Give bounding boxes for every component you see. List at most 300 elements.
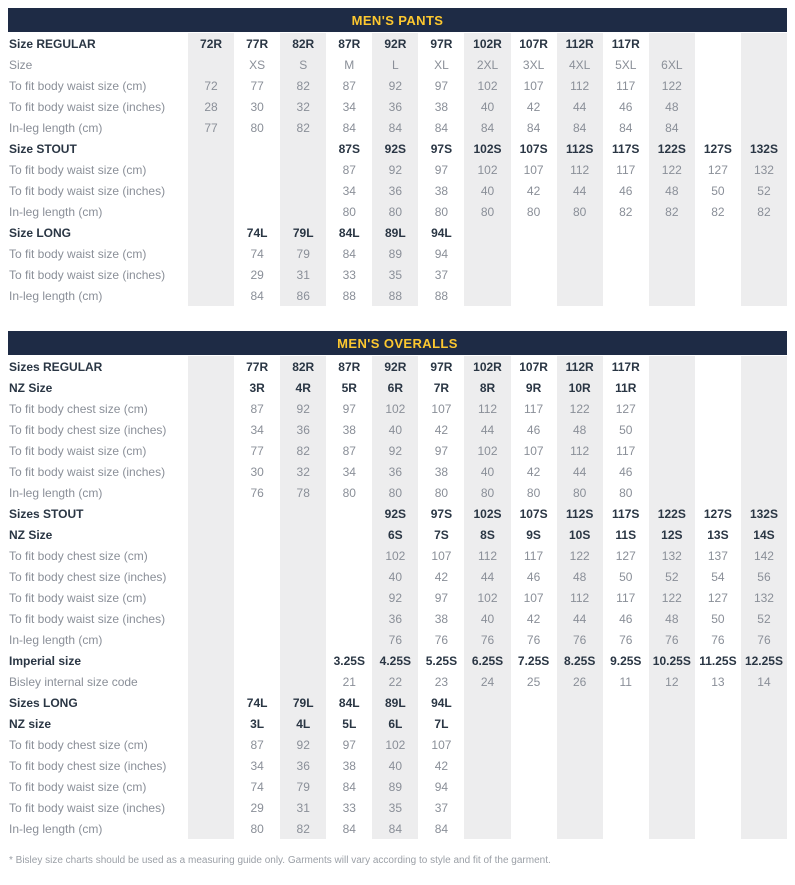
table-cell: 87 bbox=[342, 78, 356, 93]
table-cell bbox=[188, 671, 234, 692]
row-label: Imperial size bbox=[9, 653, 82, 668]
table-cell bbox=[649, 398, 695, 419]
table-cell bbox=[280, 566, 326, 587]
table-cell bbox=[188, 398, 234, 419]
table-cell: 42 bbox=[434, 758, 449, 773]
table-cell: S bbox=[280, 54, 326, 75]
table-cell: 3R bbox=[249, 380, 265, 395]
table-cell: 42 bbox=[526, 99, 541, 114]
row-label: In-leg length (cm) bbox=[9, 821, 103, 836]
table-cell: 84 bbox=[434, 120, 449, 135]
table-cell bbox=[649, 776, 695, 797]
table-cell bbox=[188, 419, 234, 440]
table-cell bbox=[603, 692, 649, 713]
table-cell: 37 bbox=[434, 267, 449, 282]
table-cell: 50 bbox=[619, 569, 633, 584]
table-cell: 127 bbox=[615, 548, 636, 563]
table-cell: 31 bbox=[280, 797, 326, 818]
table-cell: 29 bbox=[250, 800, 264, 815]
table-cell: 48 bbox=[557, 566, 603, 587]
table-cell: 50 bbox=[711, 183, 725, 198]
table-cell: 84 bbox=[434, 821, 449, 836]
table-cell: 80 bbox=[619, 485, 633, 500]
table-cell bbox=[280, 201, 326, 222]
table-cell: 4XL bbox=[557, 54, 603, 75]
table-cell: 84 bbox=[342, 779, 356, 794]
table-cell: 122 bbox=[649, 159, 695, 180]
table-cell: 112 bbox=[557, 587, 603, 608]
table-row bbox=[8, 482, 787, 503]
table-cell: 89L bbox=[372, 222, 418, 243]
table-cell bbox=[741, 755, 787, 776]
table-cell: 36 bbox=[372, 180, 418, 201]
table-cell: 3XL bbox=[522, 57, 545, 72]
table-cell bbox=[695, 96, 741, 117]
row-label: To fit body waist size (inches) bbox=[9, 99, 166, 114]
table-cell: 44 bbox=[557, 180, 603, 201]
table-cell bbox=[188, 440, 234, 461]
table-row bbox=[8, 524, 787, 545]
table-cell bbox=[188, 201, 234, 222]
table-cell: 82 bbox=[280, 818, 326, 839]
table-cell: 38 bbox=[434, 464, 449, 479]
row-label: To fit body waist size (inches) bbox=[9, 464, 166, 479]
table-cell: 44 bbox=[557, 96, 603, 117]
table-cell: 5L bbox=[342, 716, 357, 731]
row-label: To fit body chest size (cm) bbox=[9, 401, 148, 416]
table-cell: 82 bbox=[280, 75, 326, 96]
table-cell bbox=[464, 797, 510, 818]
table-cell bbox=[695, 33, 741, 54]
table-cell: 12 bbox=[649, 671, 695, 692]
table-cell bbox=[280, 159, 326, 180]
table-cell: 80 bbox=[372, 201, 418, 222]
table-cell: 76 bbox=[649, 629, 695, 650]
table-cell bbox=[695, 264, 741, 285]
table-cell: 84 bbox=[250, 288, 264, 303]
table-cell bbox=[188, 566, 234, 587]
table-cell bbox=[695, 356, 741, 377]
table-cell: 92R bbox=[372, 356, 418, 377]
table-cell: 32 bbox=[280, 461, 326, 482]
table-cell: 34 bbox=[250, 758, 264, 773]
table-cell bbox=[280, 180, 326, 201]
table-cell: 77 bbox=[250, 443, 264, 458]
table-cell: 46 bbox=[526, 569, 541, 584]
table-cell: 9R bbox=[525, 380, 542, 395]
table-cell: 84 bbox=[372, 117, 418, 138]
table-cell: 97 bbox=[342, 401, 356, 416]
table-cell: 84 bbox=[342, 821, 356, 836]
row-label: To fit body waist size (cm) bbox=[9, 246, 147, 261]
row-label: Sizes LONG bbox=[9, 695, 78, 710]
table-cell bbox=[511, 713, 557, 734]
table-cell: 7R bbox=[433, 380, 450, 395]
table-cell: 35 bbox=[372, 797, 418, 818]
table-cell bbox=[511, 243, 557, 264]
table-cell: 76 bbox=[526, 632, 541, 647]
table-cell: 102 bbox=[372, 734, 418, 755]
table-cell: 127S bbox=[703, 141, 732, 156]
table-row bbox=[8, 201, 787, 222]
table-cell: 88 bbox=[372, 285, 418, 306]
table-cell: 7S bbox=[434, 527, 449, 542]
table-cell bbox=[464, 713, 510, 734]
table-cell: 38 bbox=[342, 758, 356, 773]
table-cell: 92 bbox=[372, 440, 418, 461]
table-cell: 79 bbox=[280, 243, 326, 264]
table-row bbox=[8, 608, 787, 629]
table-cell bbox=[511, 285, 557, 306]
table-cell: 87R bbox=[338, 36, 361, 51]
table-cell: 52 bbox=[741, 180, 787, 201]
table-cell: L bbox=[372, 54, 418, 75]
table-cell: 107 bbox=[523, 78, 544, 93]
table-cell: 76 bbox=[250, 485, 264, 500]
table-cell bbox=[188, 692, 234, 713]
table-cell: 107 bbox=[523, 443, 544, 458]
table-cell: 76 bbox=[711, 632, 725, 647]
table-cell: 11S bbox=[615, 527, 637, 542]
table-row bbox=[8, 419, 787, 440]
table-cell bbox=[188, 629, 234, 650]
table-cell: 48 bbox=[649, 608, 695, 629]
table-cell: 6L bbox=[372, 713, 418, 734]
table-cell bbox=[603, 776, 649, 797]
table-cell bbox=[511, 818, 557, 839]
table-cell: 4.25S bbox=[372, 650, 418, 671]
table-row bbox=[8, 776, 787, 797]
table-cell: 46 bbox=[619, 99, 633, 114]
table-cell: 112 bbox=[557, 440, 603, 461]
table-cell: 38 bbox=[434, 611, 449, 626]
table-cell: 74 bbox=[250, 779, 264, 794]
table-row bbox=[8, 503, 787, 524]
table-cell: 117 bbox=[616, 590, 636, 605]
table-cell bbox=[188, 222, 234, 243]
table-cell: 42 bbox=[526, 464, 541, 479]
table-cell: 107S bbox=[519, 506, 548, 521]
table-cell bbox=[188, 482, 234, 503]
row-label: Size STOUT bbox=[9, 141, 77, 156]
table-cell bbox=[649, 377, 695, 398]
table-cell: 78 bbox=[280, 482, 326, 503]
table-cell bbox=[741, 75, 787, 96]
table-cell bbox=[326, 629, 372, 650]
table-cell: 84L bbox=[338, 225, 360, 240]
row-label: In-leg length (cm) bbox=[9, 288, 103, 303]
table-cell: 87S bbox=[338, 141, 360, 156]
table-cell bbox=[511, 222, 557, 243]
table-cell bbox=[188, 650, 234, 671]
row-label: Sizes STOUT bbox=[9, 506, 84, 521]
table-cell: 97 bbox=[434, 443, 449, 458]
table-cell bbox=[280, 524, 326, 545]
table-cell: 80 bbox=[434, 485, 449, 500]
table-cell bbox=[741, 818, 787, 839]
row-label: To fit body waist size (inches) bbox=[9, 267, 166, 282]
table-cell: 7.25S bbox=[517, 653, 550, 668]
table-cell: 97 bbox=[434, 590, 449, 605]
table-cell: 42 bbox=[526, 183, 541, 198]
table-cell: 94L bbox=[431, 695, 452, 710]
table-cell: 102 bbox=[464, 75, 510, 96]
table-cell: 77 bbox=[188, 117, 234, 138]
table-cell: 107 bbox=[431, 548, 452, 563]
table-cell bbox=[188, 776, 234, 797]
table-cell: 48 bbox=[649, 180, 695, 201]
table-cell: 76 bbox=[372, 629, 418, 650]
disclaimer-footnote: * Bisley size charts should be used as a measuring guide only. Garments will vary according to style and fit of the garment. bbox=[9, 855, 551, 866]
table-row bbox=[8, 755, 787, 776]
table-cell bbox=[695, 692, 741, 713]
table-cell bbox=[188, 545, 234, 566]
table-cell: 29 bbox=[250, 267, 264, 282]
table-cell: 80 bbox=[250, 120, 264, 135]
table-cell bbox=[741, 419, 787, 440]
row-label: Sizes REGULAR bbox=[9, 359, 103, 374]
table-cell: 4R bbox=[280, 377, 326, 398]
table-row bbox=[8, 440, 787, 461]
table-cell: 87R bbox=[338, 359, 361, 374]
table-row bbox=[8, 818, 787, 839]
table-cell: 112S bbox=[557, 503, 603, 524]
table-row bbox=[8, 180, 787, 201]
table-cell: 34 bbox=[342, 464, 356, 479]
table-row bbox=[8, 629, 787, 650]
table-cell: 132S bbox=[741, 503, 787, 524]
table-cell bbox=[464, 755, 510, 776]
table-cell bbox=[741, 33, 787, 54]
table-cell: 107R bbox=[519, 359, 548, 374]
table-cell: 8.25S bbox=[557, 650, 603, 671]
table-cell bbox=[741, 482, 787, 503]
table-cell: 84 bbox=[557, 117, 603, 138]
table-cell bbox=[603, 264, 649, 285]
table-cell bbox=[280, 587, 326, 608]
table-row bbox=[8, 587, 787, 608]
table-cell: 117 bbox=[616, 443, 636, 458]
table-cell: 11R bbox=[615, 380, 637, 395]
table-cell: 84 bbox=[342, 120, 356, 135]
table-cell: 82R bbox=[280, 33, 326, 54]
table-cell bbox=[603, 243, 649, 264]
row-label: To fit body waist size (cm) bbox=[9, 78, 147, 93]
table-cell: 76 bbox=[464, 629, 510, 650]
row-label: To fit body waist size (inches) bbox=[9, 611, 166, 626]
table-cell: 34 bbox=[342, 99, 356, 114]
table-cell bbox=[234, 587, 280, 608]
table-cell: 88 bbox=[434, 288, 449, 303]
row-label: To fit body chest size (inches) bbox=[9, 569, 167, 584]
table-cell: 5XL bbox=[615, 57, 637, 72]
table-cell: 132 bbox=[741, 587, 787, 608]
mens-overalls-title-bar bbox=[8, 331, 787, 355]
table-cell: 26 bbox=[557, 671, 603, 692]
table-cell: 82 bbox=[280, 440, 326, 461]
table-cell: 4L bbox=[280, 713, 326, 734]
table-cell: 92S bbox=[372, 138, 418, 159]
table-cell: 80 bbox=[372, 482, 418, 503]
table-cell: 82 bbox=[280, 117, 326, 138]
table-cell: 112S bbox=[557, 138, 603, 159]
table-cell bbox=[695, 440, 741, 461]
table-cell bbox=[464, 222, 510, 243]
table-cell bbox=[188, 524, 234, 545]
table-cell bbox=[649, 797, 695, 818]
table-cell: 74L bbox=[246, 695, 268, 710]
table-cell bbox=[234, 608, 280, 629]
row-label: NZ size bbox=[9, 716, 52, 731]
table-cell: 12.25S bbox=[741, 650, 787, 671]
table-cell: 107 bbox=[523, 590, 544, 605]
table-cell bbox=[326, 566, 372, 587]
table-cell bbox=[695, 222, 741, 243]
table-cell: 117 bbox=[616, 162, 636, 177]
table-cell: 84 bbox=[526, 120, 541, 135]
table-row bbox=[8, 264, 787, 285]
table-cell: 117R bbox=[611, 359, 640, 374]
table-cell bbox=[741, 54, 787, 75]
table-cell: 132S bbox=[741, 138, 787, 159]
table-cell bbox=[557, 818, 603, 839]
table-cell bbox=[511, 734, 557, 755]
table-cell bbox=[695, 377, 741, 398]
table-cell: 92 bbox=[372, 75, 418, 96]
mens-pants-table-body bbox=[8, 33, 787, 306]
table-row bbox=[8, 356, 787, 377]
table-cell: 74L bbox=[246, 225, 268, 240]
table-cell: 6.25S bbox=[464, 650, 510, 671]
table-cell bbox=[741, 398, 787, 419]
table-cell: 36 bbox=[372, 461, 418, 482]
table-cell bbox=[695, 461, 741, 482]
table-cell bbox=[695, 797, 741, 818]
table-cell bbox=[557, 264, 603, 285]
table-cell: 102S bbox=[464, 503, 510, 524]
table-cell: 9S bbox=[526, 527, 541, 542]
table-cell: 102 bbox=[464, 587, 510, 608]
row-label: To fit body chest size (cm) bbox=[9, 737, 148, 752]
table-cell: 82 bbox=[649, 201, 695, 222]
table-cell bbox=[234, 201, 280, 222]
table-cell: 13S bbox=[707, 527, 729, 542]
table-row bbox=[8, 377, 787, 398]
table-cell bbox=[234, 159, 280, 180]
table-cell: 33 bbox=[342, 800, 356, 815]
row-label: In-leg length (cm) bbox=[9, 204, 103, 219]
row-label: In-leg length (cm) bbox=[9, 120, 103, 135]
table-cell: 77R bbox=[246, 359, 269, 374]
table-cell: 84L bbox=[338, 695, 360, 710]
table-cell: 6S bbox=[372, 524, 418, 545]
table-cell: 122S bbox=[649, 138, 695, 159]
table-cell: 46 bbox=[619, 464, 633, 479]
table-cell: 80 bbox=[557, 201, 603, 222]
table-cell bbox=[741, 461, 787, 482]
table-cell: 84 bbox=[342, 246, 356, 261]
table-cell bbox=[511, 692, 557, 713]
table-cell: 97 bbox=[434, 78, 449, 93]
row-label: To fit body chest size (cm) bbox=[9, 548, 148, 563]
table-cell: 10.25S bbox=[649, 650, 695, 671]
table-cell: 127 bbox=[615, 401, 636, 416]
table-cell bbox=[326, 503, 372, 524]
table-cell bbox=[649, 692, 695, 713]
table-cell bbox=[188, 285, 234, 306]
table-cell bbox=[649, 222, 695, 243]
table-cell: 50 bbox=[619, 422, 633, 437]
table-cell: 112R bbox=[557, 356, 603, 377]
row-label: To fit body chest size (inches) bbox=[9, 758, 167, 773]
table-cell: 50 bbox=[711, 611, 725, 626]
row-label: Bisley internal size code bbox=[9, 674, 138, 689]
table-cell: 44 bbox=[464, 419, 510, 440]
table-cell bbox=[188, 734, 234, 755]
table-cell: 94 bbox=[434, 779, 449, 794]
table-cell: 132 bbox=[649, 545, 695, 566]
table-cell: 38 bbox=[434, 99, 449, 114]
table-cell bbox=[695, 776, 741, 797]
table-cell: 6XL bbox=[649, 54, 695, 75]
table-cell: 127 bbox=[707, 162, 728, 177]
table-cell bbox=[234, 671, 280, 692]
table-cell bbox=[188, 243, 234, 264]
table-cell: 84 bbox=[464, 117, 510, 138]
table-cell: 112 bbox=[464, 545, 510, 566]
table-cell: 34 bbox=[250, 422, 264, 437]
table-cell: 117 bbox=[616, 78, 636, 93]
table-cell bbox=[557, 713, 603, 734]
table-cell: 38 bbox=[434, 183, 449, 198]
table-cell bbox=[649, 264, 695, 285]
table-cell: 40 bbox=[372, 755, 418, 776]
table-cell: 44 bbox=[557, 461, 603, 482]
table-cell bbox=[511, 776, 557, 797]
row-label: To fit body waist size (inches) bbox=[9, 800, 166, 815]
table-cell: 122 bbox=[557, 398, 603, 419]
table-cell: 35 bbox=[372, 264, 418, 285]
table-row bbox=[8, 159, 787, 180]
table-cell bbox=[695, 818, 741, 839]
table-cell bbox=[695, 117, 741, 138]
table-cell: 102 bbox=[372, 398, 418, 419]
table-cell: 117R bbox=[611, 36, 640, 51]
table-cell: 97 bbox=[342, 737, 356, 752]
table-cell: 122 bbox=[649, 587, 695, 608]
row-label: In-leg length (cm) bbox=[9, 632, 103, 647]
table-cell: 56 bbox=[741, 566, 787, 587]
table-cell: 42 bbox=[526, 611, 541, 626]
table-cell: 80 bbox=[464, 482, 510, 503]
table-row bbox=[8, 75, 787, 96]
table-cell bbox=[188, 797, 234, 818]
table-cell: 102S bbox=[464, 138, 510, 159]
table-cell: 80 bbox=[342, 204, 356, 219]
table-cell: 107 bbox=[431, 737, 452, 752]
table-cell: 72 bbox=[188, 75, 234, 96]
table-cell: 79L bbox=[280, 222, 326, 243]
table-cell: 40 bbox=[464, 461, 510, 482]
table-cell: 82 bbox=[619, 204, 633, 219]
table-cell: 6R bbox=[372, 377, 418, 398]
table-cell: 54 bbox=[711, 569, 725, 584]
table-cell: 79L bbox=[280, 692, 326, 713]
table-cell bbox=[649, 356, 695, 377]
table-cell: 37 bbox=[434, 800, 449, 815]
row-label: Size REGULAR bbox=[9, 36, 96, 51]
table-cell: 36 bbox=[280, 755, 326, 776]
